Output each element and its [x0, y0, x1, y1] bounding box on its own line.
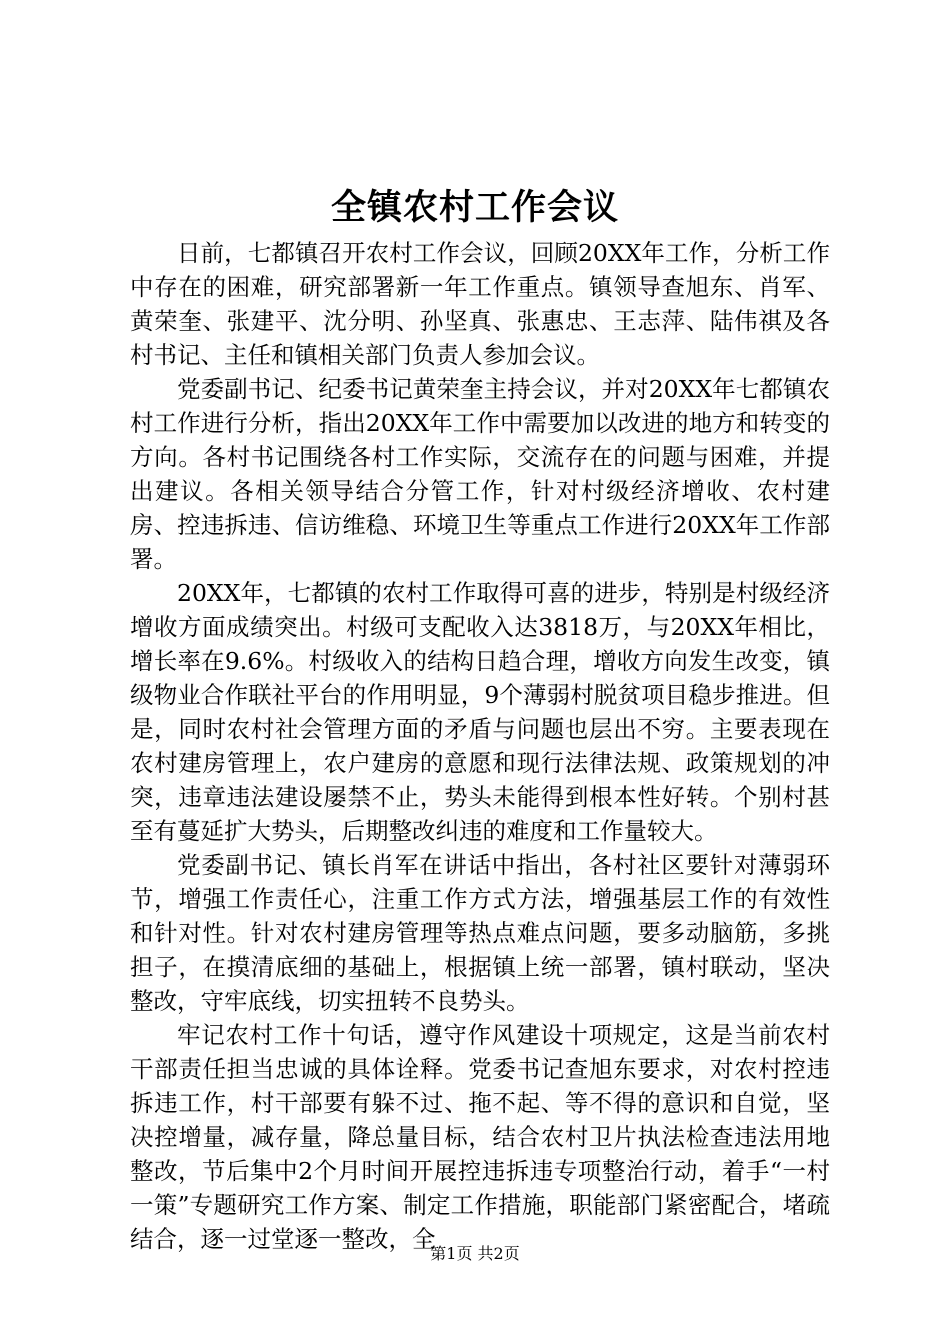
paragraph: 日前，七都镇召开农村工作会议，回顾20XX年工作，分析工作中存在的困难，研究部署新一年工作重点。镇领导查旭东、肖军、黄荣奎、张建平、沈分明、孙坚真、张惠忠、王志萍、陆伟祺及各村书记、主任和镇相关部门负责人参加会议。	[130, 239, 830, 369]
paragraph: 牢记农村工作十句话，遵守作风建设十项规定，这是当前农村干部责任担当忠诚的具体诠释。党委书记查旭东要求，对农村控违拆违工作，村干部要有躲不过、拖不起、等不得的意识和自觉，坚决控增量，减存量，降总量目标，结合农村卫片执法检查违法用地整改，节后集中2个月时间开展控违拆违专项整治行动，着手“一村一策”专题研究工作方案、制定工作措施，职能部门紧密配合，堵疏结合，逐一过堂逐一整改，全	[130, 1021, 830, 1253]
paragraph: 20XX年，七都镇的农村工作取得可喜的进步，特别是村级经济增收方面成绩突出。村级可支配收入达3818万，与20XX年相比，增长率在9.6%。村级收入的结构日趋合理，增收方向发生改变，镇级物业合作联社平台的作用明显，9个薄弱村脱贫项目稳步推进。但是，同时农村社会管理方面的矛盾与问题也层出不穷。主要表现在农村建房管理上，农户建房的意愿和现行法律法规、政策规划的冲突，违章违法建设屡禁不止，势头未能得到根本性好转。个别村甚至有蔓延扩大势头，后期整改纠违的难度和工作量较大。	[130, 579, 830, 845]
paragraph: 党委副书记、镇长肖军在讲话中指出，各村社区要针对薄弱环节，增强工作责任心，注重工作方式方法，增强基层工作的有效性和针对性。针对农村建房管理等热点难点问题，要多动脑筋，多挑担子，在摸清底细的基础上，根据镇上统一部署，镇村联动，坚决整改，守牢底线，切实扭转不良势头。	[130, 851, 830, 1015]
paragraph: 党委副书记、纪委书记黄荣奎主持会议，并对20XX年七都镇农村工作进行分析，指出20XX年工作中需要加以改进的地方和转变的方向。各村书记围绕各村工作实际，交流存在的问题与困难，并提出建议。各相关领导结合分管工作，针对村级经济增收、农村建房、控违拆违、信访维稳、环境卫生等重点工作进行20XX年工作部署。	[130, 375, 830, 573]
document-body	[130, 236, 830, 1256]
page-number-footer: 第1页 共2页	[430, 1244, 520, 1263]
document-title: 全镇农村工作会议	[330, 187, 619, 228]
